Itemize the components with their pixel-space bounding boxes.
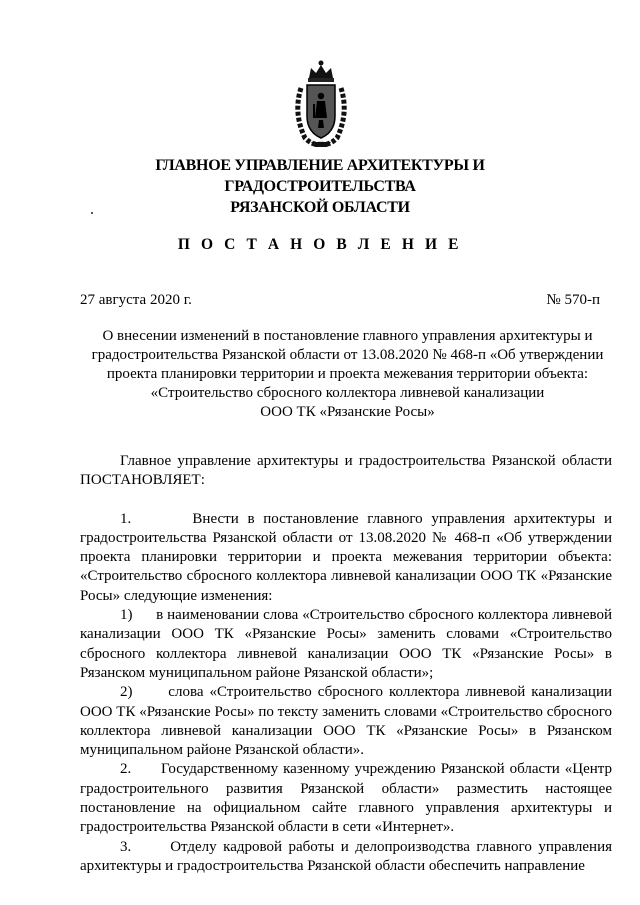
- item-1-1-paragraph: 1) в наименовании слова «Строительство сбросного коллектора ливневой канализации ООО ТК «Рязанские Росы» заменить словами «Строительство сбросного коллектора ливневой канализации ООО ТК «Рязанские Росы» в Рязанском муниципальном районе Рязанской области»;: [80, 607, 612, 681]
- document-type-title: П О С Т А Н О В Л Е Н И Е: [177, 236, 463, 253]
- document-number: № 570-п: [546, 292, 600, 308]
- item-1-paragraph: 1. Внести в постановление главного управления архитектуры и градостроительства Рязанской области от 13.08.2020 № 468-п «Об утверждении проекта планировки территории и проекта межевания территории объекта: «Строительство сбросного коллектора ливневой канализации ООО ТК «Рязанские Росы» следующие изменения:: [80, 510, 612, 604]
- preamble-paragraph: Главное управление архитектуры и градостроительства Рязанской области ПОСТАНОВЛЯЕТ:: [80, 453, 612, 489]
- agency-line-1: ГЛАВНОЕ УПРАВЛЕНИЕ АРХИТЕКТУРЫ И: [155, 157, 485, 174]
- subject-line-3: проекта планировки территории и проекта межевания территории объекта:: [106, 366, 589, 382]
- item-3-paragraph: 3. Отделу кадровой работы и делопроизводства главного управления архитектуры и градостроительства Рязанской области обеспечить направление: [80, 838, 612, 874]
- item-1-2-paragraph: 2) слова «Строительство сбросного коллектора ливневой канализации ООО ТК «Рязанские Росы» по тексту заменить словами «Строительство сбросного коллектора ливневой канализации ООО ТК «Рязанские Росы» в Рязанском муниципальном районе Рязанской области».: [80, 684, 612, 759]
- agency-name: [0, 155, 640, 218]
- subject-line-2: градостроительства Рязанской области от 13.08.2020 № 468-п «Об утверждении: [91, 347, 604, 363]
- document-subject: [80, 327, 615, 422]
- document-body: [80, 452, 612, 876]
- subject-line-1: О внесении изменений в постановление главного управления архитектуры и: [102, 328, 593, 344]
- subject-line-5: ООО ТК «Рязанские Росы»: [260, 404, 435, 420]
- ryazan-coat-of-arms-icon: [289, 58, 353, 148]
- subject-line-4: «Строительство сбросного коллектора ливневой канализации: [150, 385, 545, 401]
- agency-line-3: РЯЗАНСКОЙ ОБЛАСТИ: [230, 199, 410, 216]
- document-date: 27 августа 2020 г.: [80, 292, 192, 308]
- agency-line-2: ГРАДОСТРОИТЕЛЬСТВА: [224, 178, 416, 195]
- item-2-paragraph: 2. Государственному казенному учреждению Рязанской области «Центр градостроительного развития Рязанской области» разместить настоящее постановление на официальном сайте главного управления архитектуры и градостроительства Рязанской области в сети «Интернет».: [80, 761, 612, 836]
- stray-dot: [91, 212, 93, 214]
